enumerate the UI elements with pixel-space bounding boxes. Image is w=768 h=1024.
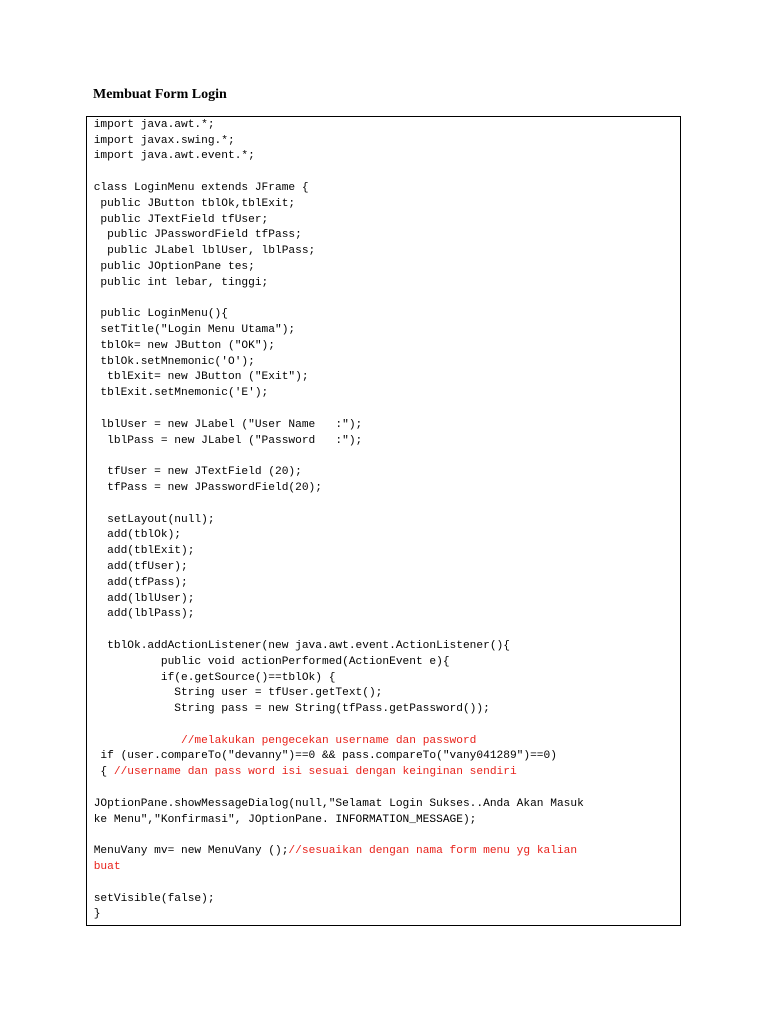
code-text: if (user.compareTo("devanny")==0 && pass.compareTo("vany041289")==0) (87, 750, 557, 762)
code-line (87, 748, 557, 764)
code-comment: //username dan pass word isi sesuai dengan keinginan sendiri (113, 766, 517, 778)
code-line (87, 464, 302, 480)
code-line (87, 764, 517, 780)
code-line (87, 259, 255, 275)
page-title: Membuat Form Login (93, 87, 227, 102)
code-line (87, 512, 215, 528)
code-line (87, 148, 255, 164)
code-line (87, 812, 476, 828)
code-text: class LoginMenu extends JFrame { (87, 182, 309, 194)
code-text: String user = tfUser.getText(); (87, 687, 383, 699)
code-text: setTitle("Login Menu Utama"); (87, 324, 296, 336)
code-text: import java.awt.*; (87, 119, 215, 131)
code-line (87, 906, 100, 922)
code-line (87, 638, 510, 654)
code-text: tblExit= new JButton ("Exit"); (87, 371, 309, 383)
code-text: JOptionPane.showMessageDialog(null,"Selamat Login Sukses..Anda Akan Masuk (87, 798, 584, 810)
code-line (87, 606, 194, 622)
code-text: add(tfUser); (87, 561, 188, 573)
code-text: tblOk.addActionListener(new java.awt.event.ActionListener(){ (87, 640, 510, 652)
code-line (87, 306, 228, 322)
code-line (87, 354, 255, 370)
code-text: setLayout(null); (87, 514, 215, 526)
code-line (87, 133, 235, 149)
code-line (87, 180, 309, 196)
code-line (87, 117, 215, 133)
code-line (87, 575, 188, 591)
code-line (87, 369, 309, 385)
code-line (87, 891, 215, 907)
code-text: public LoginMenu(){ (87, 308, 228, 320)
code-text: import java.awt.event.*; (87, 150, 255, 162)
code-text: public JTextField tfUser; (87, 214, 269, 226)
code-comment: //melakukan pengecekan username dan password (181, 735, 477, 747)
code-line (87, 243, 315, 259)
code-line (87, 685, 382, 701)
code-text: if(e.getSource()==tblOk) { (87, 672, 336, 684)
code-text: public int lebar, tinggi; (87, 277, 269, 289)
code-line (87, 701, 490, 717)
code-line (87, 338, 275, 354)
code-text: { (87, 766, 114, 778)
code-line (87, 591, 194, 607)
code-line (87, 559, 188, 575)
code-line (87, 843, 577, 859)
code-text: public void actionPerformed(ActionEvent e){ (87, 656, 450, 668)
code-text: add(tblOk); (87, 529, 181, 541)
code-text: tblExit.setMnemonic('E'); (87, 387, 269, 399)
code-text: lblPass = new JLabel ("Password :"); (87, 435, 363, 447)
code-line (87, 796, 584, 812)
code-text: public JLabel lblUser, lblPass; (87, 245, 316, 257)
code-text: tfPass = new JPasswordField(20); (87, 482, 322, 494)
code-text: String pass = new String(tfPass.getPassword()); (87, 703, 490, 715)
code-text: } (87, 908, 101, 920)
code-text (87, 735, 181, 747)
code-text: lblUser = new JLabel ("User Name :"); (87, 419, 363, 431)
code-text: tblOk.setMnemonic('O'); (87, 356, 255, 368)
code-line (87, 322, 295, 338)
code-line (87, 417, 362, 433)
code-line (87, 733, 476, 749)
code-text: tfUser = new JTextField (20); (87, 466, 302, 478)
code-text: MenuVany mv= new MenuVany (); (87, 845, 289, 857)
code-line (87, 227, 302, 243)
code-text: add(lblUser); (87, 593, 195, 605)
code-line (87, 196, 295, 212)
code-line (87, 527, 181, 543)
code-text: public JOptionPane tes; (87, 261, 255, 273)
code-comment: //sesuaikan dengan nama form menu yg kalian (288, 845, 578, 857)
code-lines (87, 117, 680, 925)
code-line (87, 275, 268, 291)
code-line (87, 670, 335, 686)
code-line (87, 212, 268, 228)
code-line (87, 654, 450, 670)
code-text: add(tblExit); (87, 545, 195, 557)
code-comment: buat (93, 861, 121, 873)
code-line (87, 433, 362, 449)
code-text: setVisible(false); (87, 893, 215, 905)
code-text: import javax.swing.*; (87, 135, 235, 147)
code-text: public JPasswordField tfPass; (87, 229, 302, 241)
code-text: add(lblPass); (87, 608, 195, 620)
code-line (87, 480, 322, 496)
code-text (87, 861, 94, 873)
code-line (87, 543, 194, 559)
code-text: add(tfPass); (87, 577, 188, 589)
code-listing (86, 116, 681, 926)
code-text: public JButton tblOk,tblExit; (87, 198, 296, 210)
code-text: ke Menu","Konfirmasi", JOptionPane. INFORMATION_MESSAGE); (87, 814, 477, 826)
code-line (87, 859, 121, 875)
code-text: tblOk= new JButton ("OK"); (87, 340, 275, 352)
code-line (87, 385, 268, 401)
